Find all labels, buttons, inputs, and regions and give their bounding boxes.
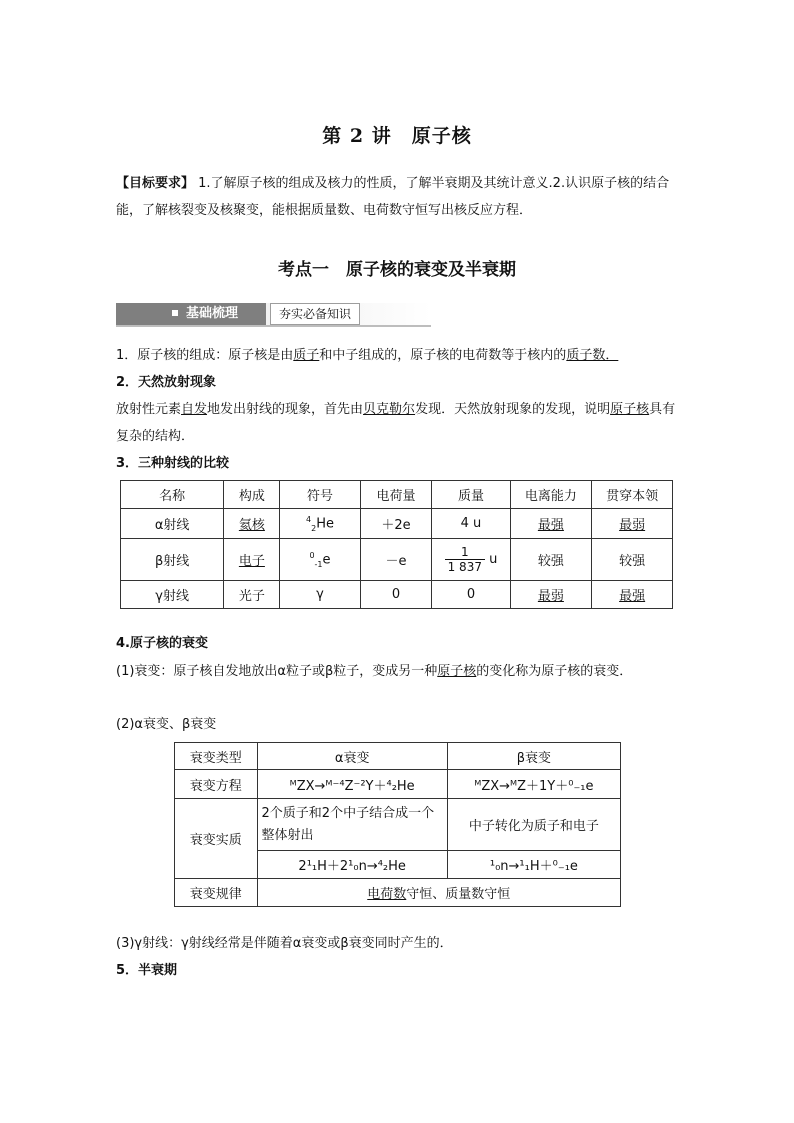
table-cell: β射线 xyxy=(121,539,224,581)
table-row xyxy=(175,799,621,851)
alpha-equation: ᴹZX→ᴹ⁻⁴Z⁻²Y＋⁴₂He xyxy=(257,770,447,799)
table-cell: 较强 xyxy=(510,539,592,581)
underlined-text: 贝克勒尔 xyxy=(363,402,416,417)
section-banner xyxy=(116,303,431,327)
text: 守恒、质量数守恒 xyxy=(406,887,511,902)
table-cell: 最强 xyxy=(592,581,673,609)
table-header: 名称 xyxy=(121,481,224,509)
atomic-number: -1 xyxy=(314,559,323,569)
table-cell: 较强 xyxy=(592,539,673,581)
fraction-denominator: 1 837 xyxy=(447,560,482,574)
objective-text: 1.了解原子核的组成及核力的性质，了解半衰期及其统计意义.2.认识原子核的结合能，了解核裂变及核聚变，能根据质量数、电荷数守恒写出核反应方程． xyxy=(116,176,670,218)
table-row xyxy=(121,581,673,609)
table-cell: ＋2e xyxy=(360,509,432,539)
table-header: β衰变 xyxy=(447,743,620,770)
table-cell: 4 u xyxy=(432,509,510,539)
mass-unit: u xyxy=(489,552,498,567)
objective-paragraph xyxy=(116,170,682,224)
table-cell: 最弱 xyxy=(592,509,673,539)
table-header: 衰变类型 xyxy=(175,743,258,770)
table-cell: 光子 xyxy=(224,581,280,609)
table-row xyxy=(175,770,621,799)
underlined-text: 原子核 xyxy=(437,664,477,679)
text: 的变化称为原子核的衰变． xyxy=(476,664,633,679)
atomic-number: 2 xyxy=(311,523,317,533)
table-cell: 衰变实质 xyxy=(175,799,258,879)
table-header: 电荷量 xyxy=(360,481,432,509)
text: (1)衰变：原子核自发地放出α粒子或β粒子，变成另一种 xyxy=(116,664,438,679)
table-cell: 电子 xyxy=(224,539,280,581)
decay-table xyxy=(174,742,621,907)
beta-essence: 中子转化为质子和电子 xyxy=(447,799,620,851)
paragraph-4-1 xyxy=(116,658,682,685)
table-cell: 最强 xyxy=(510,509,592,539)
symbol-cell xyxy=(280,509,360,539)
heading-2: 2．天然放射现象 xyxy=(116,375,217,390)
text: 1．原子核的组成：原子核是由 xyxy=(116,348,294,363)
fraction xyxy=(445,545,485,574)
beta-reaction: ¹₀n→¹₁H＋⁰₋₁e xyxy=(447,851,620,879)
table-row xyxy=(121,539,673,581)
table-cell: γ射线 xyxy=(121,581,224,609)
table-cell: 衰变规律 xyxy=(175,879,258,907)
mass-cell xyxy=(432,539,510,581)
square-bullet-icon xyxy=(172,310,178,316)
symbol-cell xyxy=(280,539,360,581)
symbol-base: e xyxy=(322,551,331,567)
underlined-text: 自发 xyxy=(181,402,208,417)
table-header: 电离能力 xyxy=(510,481,592,509)
text: 和中子组成的，原子核的电荷数等于核内的 xyxy=(319,348,567,363)
beta-equation: ᴹZX→ᴹZ＋1Y＋⁰₋₁e xyxy=(447,770,620,799)
table-row xyxy=(121,509,673,539)
table-header-row xyxy=(121,481,673,509)
rule-cell xyxy=(257,879,620,907)
heading-4: 4.原子核的衰变 xyxy=(116,636,208,651)
alpha-essence: 2个质子和2个中子结合成一个整体射出 xyxy=(257,799,447,851)
heading-3: 3．三种射线的比较 xyxy=(116,456,230,471)
table-cell: γ xyxy=(280,581,360,609)
table-cell: α射线 xyxy=(121,509,224,539)
table-header: α衰变 xyxy=(257,743,447,770)
text: 发现．天然放射现象的发现，说明 xyxy=(415,402,611,417)
text: 放射性元素 xyxy=(116,402,182,417)
table-header: 贯穿本领 xyxy=(592,481,673,509)
table-cell: －e xyxy=(360,539,432,581)
table-cell: 衰变方程 xyxy=(175,770,258,799)
table-header: 质量 xyxy=(432,481,510,509)
banner-light-label: 夯实必备知识 xyxy=(270,303,360,325)
mass-number: 0 xyxy=(309,550,315,560)
table-header-row xyxy=(175,743,621,770)
underlined-text: 质子数． xyxy=(566,348,619,363)
mass-number: 4 xyxy=(306,514,312,524)
page-title: 第 2 讲 原子核 xyxy=(322,125,472,147)
symbol-base: He xyxy=(316,515,334,531)
paragraph-4-2: (2)α衰变、β衰变 xyxy=(116,717,217,732)
table-header: 构成 xyxy=(224,481,280,509)
objective-tag: 【目标要求】 xyxy=(116,176,195,191)
section-title: 考点一 原子核的衰变及半衰期 xyxy=(278,260,516,280)
banner-dark-text: 基础梳理 xyxy=(186,306,239,321)
underlined-text: 原子核 xyxy=(610,402,650,417)
table-row xyxy=(175,879,621,907)
table-cell: 氦核 xyxy=(224,509,280,539)
underlined-text: 质子 xyxy=(293,348,320,363)
banner-dark-label xyxy=(116,303,266,325)
text: 具有复杂的结构． xyxy=(116,402,676,444)
ray-comparison-table xyxy=(120,480,673,609)
paragraph-2 xyxy=(116,396,682,450)
paragraph-5: (3)γ射线：γ射线经常是伴随着α衰变或β衰变同时产生的． xyxy=(116,936,453,951)
table-header: 符号 xyxy=(280,481,360,509)
paragraph-1 xyxy=(116,342,682,369)
text: 地发出射线的现象，首先由 xyxy=(207,402,364,417)
alpha-reaction: 2¹₁H＋2¹₀n→⁴₂He xyxy=(257,851,447,879)
table-cell: 0 xyxy=(432,581,510,609)
heading-5: 5．半衰期 xyxy=(116,963,178,978)
table-cell: 最弱 xyxy=(510,581,592,609)
fraction-numerator: 1 xyxy=(445,545,485,560)
underlined-text: 电荷数 xyxy=(367,887,407,902)
table-cell: 0 xyxy=(360,581,432,609)
